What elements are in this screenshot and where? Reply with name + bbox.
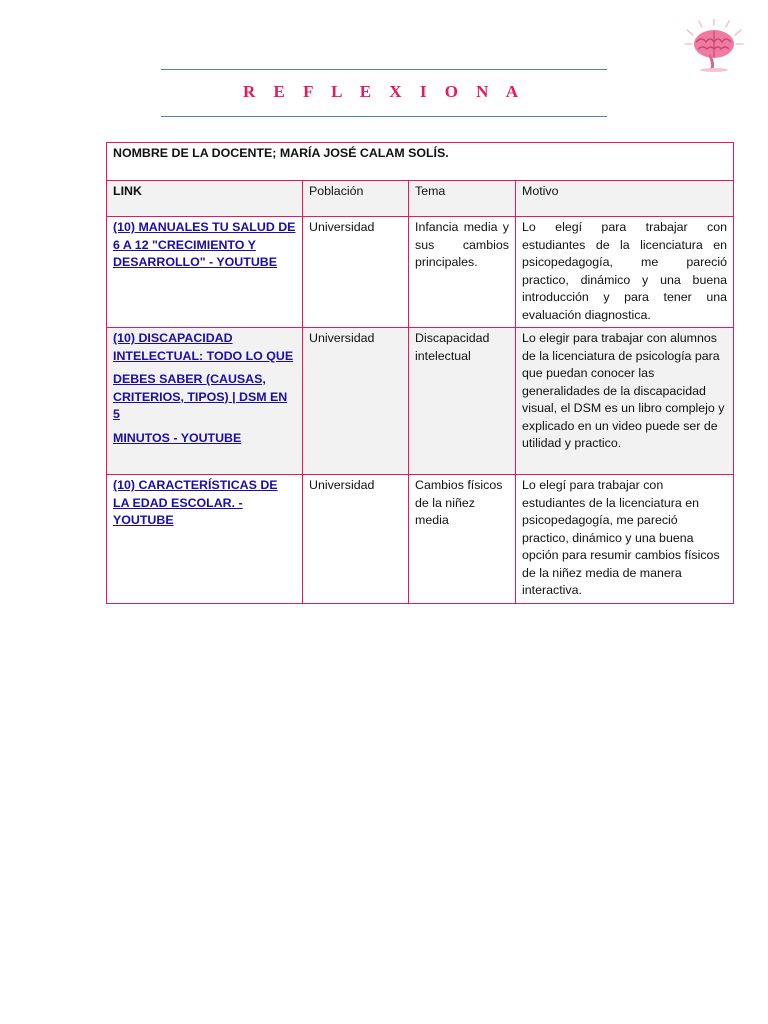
table-row [107, 475, 734, 604]
header-poblacion: Población [303, 181, 409, 217]
tema-cell: Cambios físicos de la niñez media [409, 475, 516, 604]
video-link-discapacidad[interactable] [113, 330, 296, 447]
link-cell [107, 217, 303, 328]
header-link: LINK [107, 181, 303, 217]
poblacion-cell: Universidad [303, 475, 409, 604]
header-rule-top [161, 69, 607, 70]
header-tema: Tema [409, 181, 516, 217]
page-title: R E F L E X I O N A [242, 82, 526, 101]
table-row [107, 217, 734, 328]
motivo-cell: Lo elegí para trabajar con estudiantes de la licenciatura en psicopedagogía, me pareció practico, dinámico y una buena opción para resumir cambios físicos de la niñez media de manera interactiva. [516, 475, 734, 604]
tema-cell: Discapacidad intelectual [409, 328, 516, 475]
link-line: (10) DISCAPACIDAD INTELECTUAL: TODO LO QUE [113, 331, 294, 363]
teacher-name: NOMBRE DE LA DOCENTE; MARÍA JOSÉ CALAM SOLÍS. [107, 143, 734, 181]
link-line: DEBES SABER (CAUSAS, CRITERIOS, TIPOS) | DSM EN 5 [113, 372, 288, 421]
poblacion-cell: Universidad [303, 217, 409, 328]
motivo-cell: Lo elegir para trabajar con alumnos de la licenciatura de psicología para que puedan conocer las generalidades de la discapacidad visual, el DSM es un libro complejo y explicado en un video puede ser de utilidad y practico. [516, 328, 734, 475]
tema-cell: Infancia media y sus cambios principales. [409, 217, 516, 328]
table-header-row [107, 181, 734, 217]
link-cell [107, 328, 303, 475]
resources-table [106, 142, 734, 604]
table-row [107, 328, 734, 475]
poblacion-cell: Universidad [303, 328, 409, 475]
link-line: MINUTOS - YOUTUBE [113, 430, 242, 445]
brain-icon [682, 18, 746, 74]
header-motivo: Motivo [516, 181, 734, 217]
video-link-crecimiento[interactable]: (10) MANUALES TU SALUD DE 6 A 12 "CRECIMIENTO Y DESARROLLO" - YOUTUBE [113, 220, 296, 269]
motivo-cell: Lo elegí para trabajar con estudiantes de la licenciatura en psicopedagogía, me pareció practico, dinámico y una buena introducción y para tener una evaluación diagnostica. [516, 217, 734, 328]
link-cell [107, 475, 303, 604]
header-rule-bottom [161, 116, 607, 117]
video-link-edad-escolar[interactable]: (10) CARACTERÍSTICAS DE LA EDAD ESCOLAR. - YOUTUBE [113, 478, 278, 527]
